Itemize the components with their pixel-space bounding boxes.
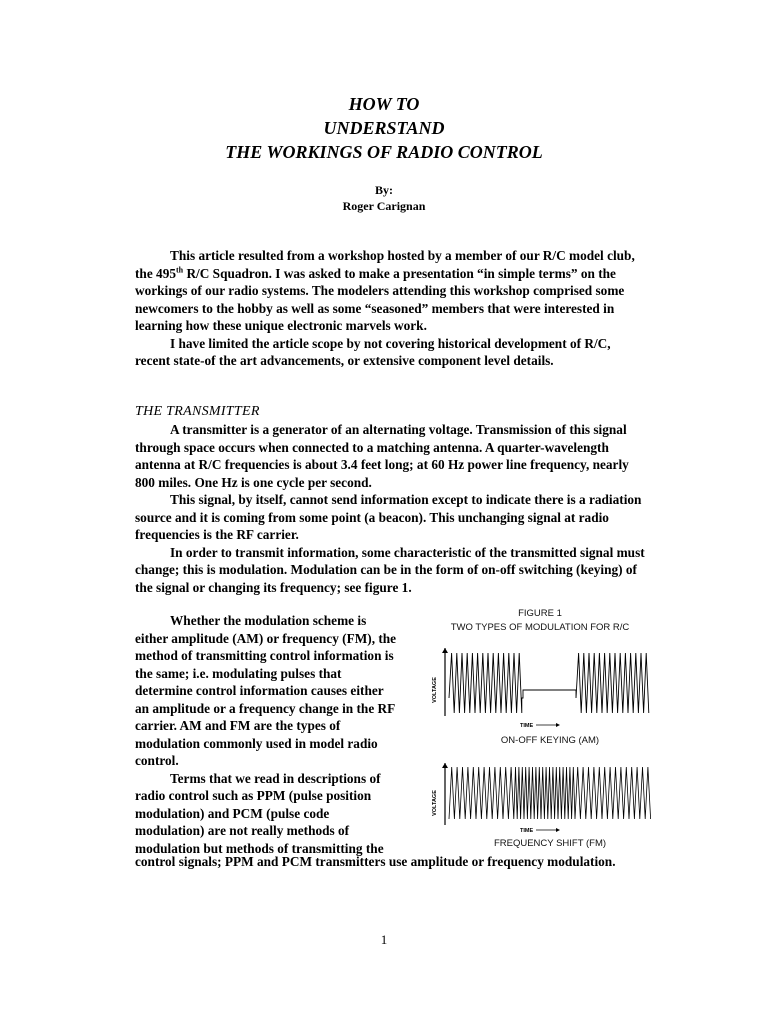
title-line-1: HOW TO [348, 94, 420, 114]
intro-paragraph-2: I have limited the article scope by not covering historical development of R/C, recent state-of the art advancements, or extensive component level details. [135, 335, 611, 368]
modulation-paragraph-2-continued [135, 853, 647, 871]
am-y-axis-arrow [442, 648, 448, 653]
am-panel-caption: ON-OFF KEYING (AM) [500, 735, 600, 746]
fm-ylabel: VOLTAGE [432, 790, 438, 816]
modulation-paragraph-2-tail: control signals; PPM and PCM transmitters use amplitude or frequency modulation. [135, 854, 616, 869]
intro-section [135, 247, 647, 370]
figure-label: FIGURE 1 [518, 608, 562, 619]
intro-p1-text-b: R/C Squadron. I was asked to make a presentation “in simple terms” on the workings of our radio systems. The modelers attending this workshop comprised some newcomers to the hobby as well as some “seasoned” members that were interested in learning how these unique electronic marvels work. [135, 265, 625, 333]
modulation-paragraph-2: Terms that we read in descriptions of radio control such as PPM (pulse position modulation) and PCM (pulse code modulation) are not really methods of modulation but methods of transmitting the [135, 770, 384, 856]
modulation-section [135, 612, 397, 857]
transmitter-paragraph-3: In order to transmit information, some characteristic of the transmitted signal must change; this is modulation. Modulation can be in the form of on-off switching (keying) of the signal or changing its frequency; see figure 1. [135, 544, 645, 595]
transmitter-paragraph-1: A transmitter is a generator of an alternating voltage. Transmission of this signal through space occurs when connected to a matching antenna. A quarter-wavelength antenna at R/C frequencies is about 3.4 feet long; at 60 Hz power line frequency, nearly 800 miles. One Hz is one cycle per second. [135, 422, 629, 490]
by-label: By: [375, 183, 393, 197]
fm-y-axis-arrow [442, 763, 448, 768]
transmitter-paragraph-2: This signal, by itself, cannot send information except to indicate there is a radiation source and it is coming from some point (a beacon). This unchanging signal at radio frequencies is the RF carrier. [135, 492, 642, 542]
am-time-arrowhead [556, 723, 560, 727]
figure-1 [425, 608, 655, 853]
section-heading-transmitter: THE TRANSMITTER [135, 404, 260, 419]
transmitter-section [135, 421, 647, 596]
title-line-3: THE WORKINGS OF RADIO CONTROL [225, 142, 543, 162]
fm-time-arrowhead [556, 828, 560, 832]
author-name: Roger Carignan [342, 199, 426, 213]
intro-p1-superscript: th [176, 265, 184, 275]
title-line-2: UNDERSTAND [323, 118, 445, 138]
am-xlabel: TIME [520, 723, 534, 729]
figure-caption: TWO TYPES OF MODULATION FOR R/C [450, 622, 630, 633]
fm-waveform-plot [425, 763, 655, 838]
am-signal-trace [449, 653, 649, 713]
am-waveform-plot [425, 648, 655, 733]
intro-paragraph-1 [135, 247, 647, 335]
fm-xlabel: TIME [520, 828, 534, 834]
fm-panel-caption: FREQUENCY SHIFT (FM) [493, 838, 607, 849]
am-ylabel: VOLTAGE [432, 677, 438, 703]
intro-p1-text-a: This article resulted from a workshop hosted by a member of our R/C model club, the 495 [135, 248, 635, 281]
page-number: 1 [380, 932, 388, 947]
document-title [0, 92, 768, 164]
modulation-paragraph-1: Whether the modulation scheme is either amplitude (AM) or frequency (FM), the method of transmitting control information is the same; i.e. modulating pulses that determine control information causes either an amplitude or a frequency change in the RF carrier. AM and FM are the types of modulation commonly used in model radio control. [135, 613, 397, 768]
byline [0, 182, 768, 214]
fm-signal-trace [449, 767, 651, 819]
